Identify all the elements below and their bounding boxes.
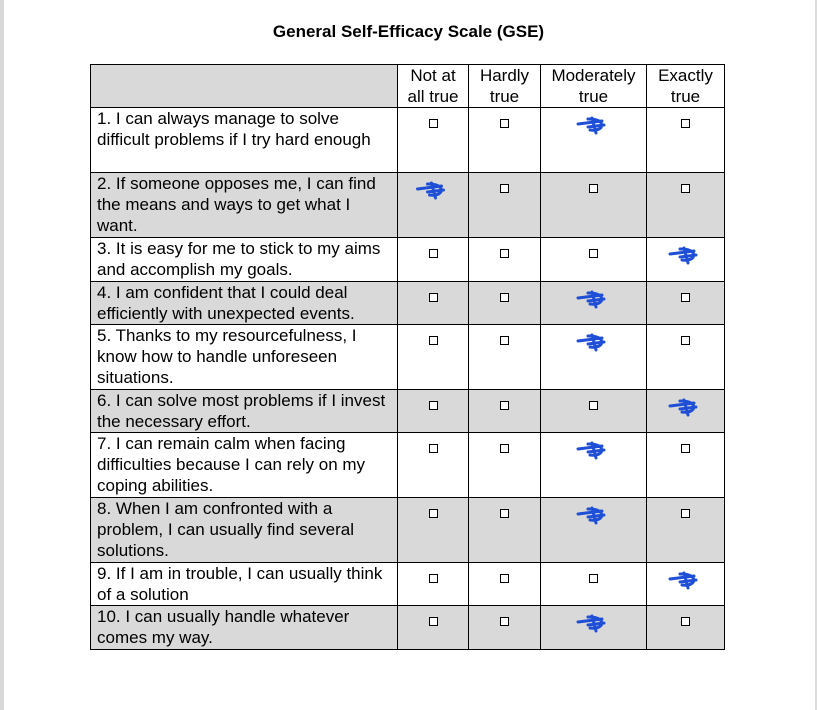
checkbox-icon[interactable]	[500, 401, 509, 410]
header-corner-cell	[91, 65, 398, 108]
checkbox-icon[interactable]	[500, 336, 509, 345]
checkbox-icon[interactable]	[589, 401, 598, 410]
column-header-line: Hardly	[479, 66, 530, 85]
item-statement: 1. I can always manage to solve difficult problems if I try hard enough	[91, 108, 398, 173]
response-cell[interactable]	[541, 108, 647, 173]
column-header-line: true	[578, 87, 609, 106]
header-row	[91, 65, 725, 108]
checkbox-icon[interactable]	[429, 293, 438, 302]
scribble-mark-icon	[541, 498, 646, 562]
response-cell[interactable]	[398, 282, 469, 325]
response-cell[interactable]	[469, 282, 541, 325]
item-statement: 6. I can solve most problems if I invest the necessary effort.	[91, 390, 398, 433]
response-cell[interactable]	[647, 606, 725, 650]
response-cell[interactable]	[398, 173, 469, 238]
checkbox-icon[interactable]	[500, 617, 509, 626]
response-cell[interactable]	[647, 498, 725, 563]
scribble-mark-icon	[398, 173, 468, 237]
response-cell[interactable]	[647, 173, 725, 238]
page-title: General Self-Efficacy Scale (GSE)	[272, 22, 545, 41]
column-header-exactly-true	[647, 65, 725, 108]
response-cell[interactable]	[541, 173, 647, 238]
response-cell[interactable]	[398, 390, 469, 433]
scribble-mark-icon	[541, 282, 646, 324]
item-statement: 4. I am confident that I could deal efficiently with unexpected events.	[91, 282, 398, 325]
response-cell[interactable]	[469, 390, 541, 433]
response-cell[interactable]	[541, 606, 647, 650]
response-cell[interactable]	[541, 563, 647, 606]
response-cell[interactable]	[398, 433, 469, 498]
scribble-mark-icon	[647, 563, 724, 605]
item-statement: 3. It is easy for me to stick to my aims and accomplish my goals.	[91, 238, 398, 282]
column-header-line: Not at	[410, 66, 456, 85]
checkbox-icon[interactable]	[681, 293, 690, 302]
response-cell[interactable]	[398, 563, 469, 606]
checkbox-icon[interactable]	[500, 249, 509, 258]
scribble-mark-icon	[541, 433, 646, 497]
checkbox-icon[interactable]	[500, 444, 509, 453]
response-cell[interactable]	[398, 498, 469, 563]
response-cell[interactable]	[398, 325, 469, 390]
item-row	[91, 325, 725, 390]
item-statement: 5. Thanks to my resourcefulness, I know how to handle unforeseen situations.	[91, 325, 398, 390]
response-cell[interactable]	[469, 433, 541, 498]
checkbox-icon[interactable]	[500, 293, 509, 302]
scribble-mark-icon	[647, 390, 724, 432]
response-cell[interactable]	[647, 390, 725, 433]
item-row	[91, 390, 725, 433]
response-cell[interactable]	[469, 325, 541, 390]
checkbox-icon[interactable]	[681, 119, 690, 128]
item-statement: 9. If I am in trouble, I can usually think of a solution	[91, 563, 398, 606]
checkbox-icon[interactable]	[681, 617, 690, 626]
scribble-mark-icon	[541, 325, 646, 389]
item-row	[91, 282, 725, 325]
checkbox-icon[interactable]	[681, 509, 690, 518]
response-cell[interactable]	[541, 282, 647, 325]
checkbox-icon[interactable]	[500, 509, 509, 518]
checkbox-icon[interactable]	[429, 444, 438, 453]
checkbox-icon[interactable]	[429, 509, 438, 518]
gse-items	[91, 108, 725, 650]
response-cell[interactable]	[647, 108, 725, 173]
checkbox-icon[interactable]	[429, 401, 438, 410]
column-header-moderately-true	[541, 65, 647, 108]
response-cell[interactable]	[541, 390, 647, 433]
scribble-mark-icon	[647, 238, 724, 281]
item-row	[91, 433, 725, 498]
item-row	[91, 606, 725, 650]
item-statement: 7. I can remain calm when facing difficulties because I can rely on my coping abilities.	[91, 433, 398, 498]
checkbox-icon[interactable]	[429, 574, 438, 583]
item-row	[91, 498, 725, 563]
item-row	[91, 238, 725, 282]
response-cell[interactable]	[469, 606, 541, 650]
checkbox-icon[interactable]	[429, 249, 438, 258]
response-cell[interactable]	[647, 325, 725, 390]
gse-table	[90, 64, 725, 650]
response-cell[interactable]	[398, 238, 469, 282]
response-cell[interactable]	[469, 238, 541, 282]
checkbox-icon[interactable]	[500, 184, 509, 193]
checkbox-icon[interactable]	[681, 184, 690, 193]
response-cell[interactable]	[647, 433, 725, 498]
column-header-line: Moderately	[551, 66, 636, 85]
item-statement: 2. If someone opposes me, I can find the means and ways to get what I want.	[91, 173, 398, 238]
column-header-hardly-true	[469, 65, 541, 108]
checkbox-icon[interactable]	[500, 119, 509, 128]
response-cell[interactable]	[647, 238, 725, 282]
item-statement: 10. I can usually handle whatever comes my way.	[91, 606, 398, 650]
checkbox-icon[interactable]	[429, 119, 438, 128]
checkbox-icon[interactable]	[589, 184, 598, 193]
column-header-line: all true	[407, 87, 459, 106]
response-cell[interactable]	[647, 282, 725, 325]
response-cell[interactable]	[541, 498, 647, 563]
scribble-mark-icon	[541, 606, 646, 649]
column-header-line: true	[489, 87, 520, 106]
response-cell[interactable]	[469, 173, 541, 238]
response-cell[interactable]	[469, 108, 541, 173]
checkbox-icon[interactable]	[429, 336, 438, 345]
scribble-mark-icon	[541, 108, 646, 172]
item-row	[91, 108, 725, 173]
response-cell[interactable]	[541, 325, 647, 390]
response-cell[interactable]	[398, 606, 469, 650]
column-header-not-at-all-true	[398, 65, 469, 108]
item-statement: 8. When I am confronted with a problem, I can usually find several solutions.	[91, 498, 398, 563]
page-edge-left	[0, 0, 4, 710]
checkbox-icon[interactable]	[500, 574, 509, 583]
item-row	[91, 563, 725, 606]
response-cell[interactable]	[647, 563, 725, 606]
checkbox-icon[interactable]	[589, 249, 598, 258]
checkbox-icon[interactable]	[589, 574, 598, 583]
checkbox-icon[interactable]	[681, 336, 690, 345]
response-cell[interactable]	[541, 238, 647, 282]
response-cell[interactable]	[469, 563, 541, 606]
response-cell[interactable]	[398, 108, 469, 173]
checkbox-icon[interactable]	[429, 617, 438, 626]
checkbox-icon[interactable]	[681, 444, 690, 453]
response-cell[interactable]	[469, 498, 541, 563]
column-header-line: Exactly	[658, 66, 713, 85]
column-header-line: true	[670, 87, 701, 106]
item-row	[91, 173, 725, 238]
response-cell[interactable]	[541, 433, 647, 498]
